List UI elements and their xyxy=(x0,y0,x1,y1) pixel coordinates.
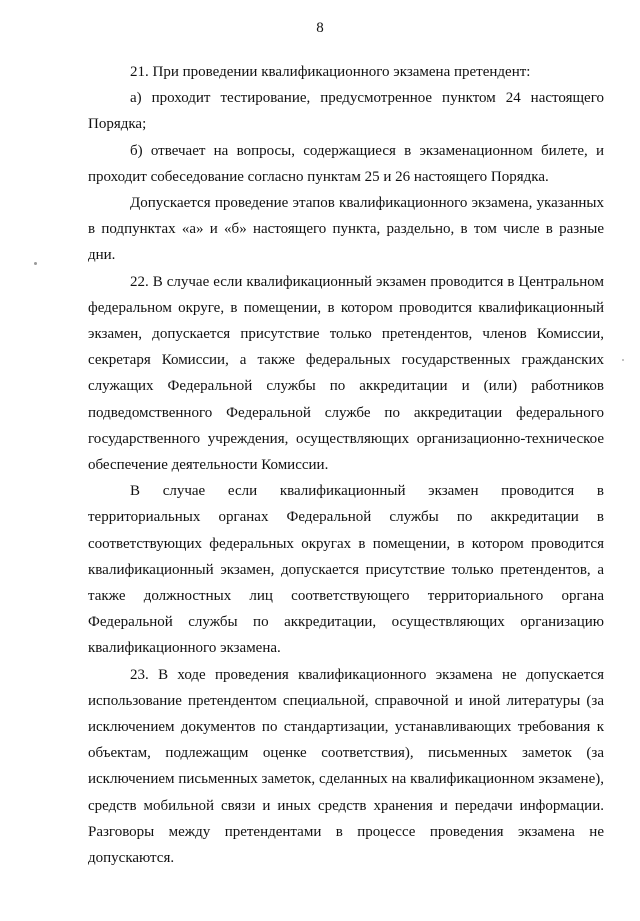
page-number: 8 xyxy=(316,20,324,36)
scan-speck xyxy=(34,262,37,265)
paragraph-22-territorial: В случае если квалификационный экзамен проводится в территориальных органах Федеральной службы по аккредитации в соответствующих федеральных округах в помещении, в котором проводится квалификационный экзамен, допускается присутствие только претендентов, а также должностных лиц соответствующего территориального органа Федеральной службы по аккредитации, осуществляющих организацию квалификационного экзамена. xyxy=(88,483,604,657)
paragraph-23: 23. В ходе проведения квалификационного экзамена не допускается использование претендентом специальной, справочной и иной литературы (за исключением документов по стандартизации, устанавливающих требования к объектам, подлежащим оценке соответствия), письменных заметок (за исключением письменных заметок, сделанных на квалификационном экзамене), средств мобильной связи и иных средств хранения и передачи информации. Разговоры между претендентами в процессе проведения экзамена не допускаются. xyxy=(88,666,604,867)
paragraph-22: 22. В случае если квалификационный экзамен проводится в Центральном федеральном округе, в помещении, в котором проводится квалификационный экзамен, допускается присутствие только претендентов, членов Комиссии, секретаря Комиссии, а также федеральных государственных гражданских служащих Федеральной службы по аккредитации и (или) работников подведомственного Федеральной службе по аккредитации федерального государственного учреждения, осуществляющих организационно-техническое обеспечение деятельности Комиссии. xyxy=(88,273,604,474)
paragraph-21-intro: 21. При проведении квалификационного экзамена претендент: xyxy=(130,64,531,80)
paragraph-21-b: б) отвечает на вопросы, содержащиеся в экзаменационном билете, и проходит собеседование согласно пунктам 25 и 26 настоящего Порядка. xyxy=(88,142,604,185)
document-body xyxy=(88,59,604,871)
scan-speck xyxy=(622,359,624,361)
paragraph-21-a: а) проходит тестирование, предусмотренное пунктом 24 настоящего Порядка; xyxy=(88,90,604,133)
paragraph-21-note: Допускается проведение этапов квалификационного экзамена, указанных в подпунктах «а» и «б» настоящего пункта, раздельно, в том числе в разные дни. xyxy=(88,195,604,264)
